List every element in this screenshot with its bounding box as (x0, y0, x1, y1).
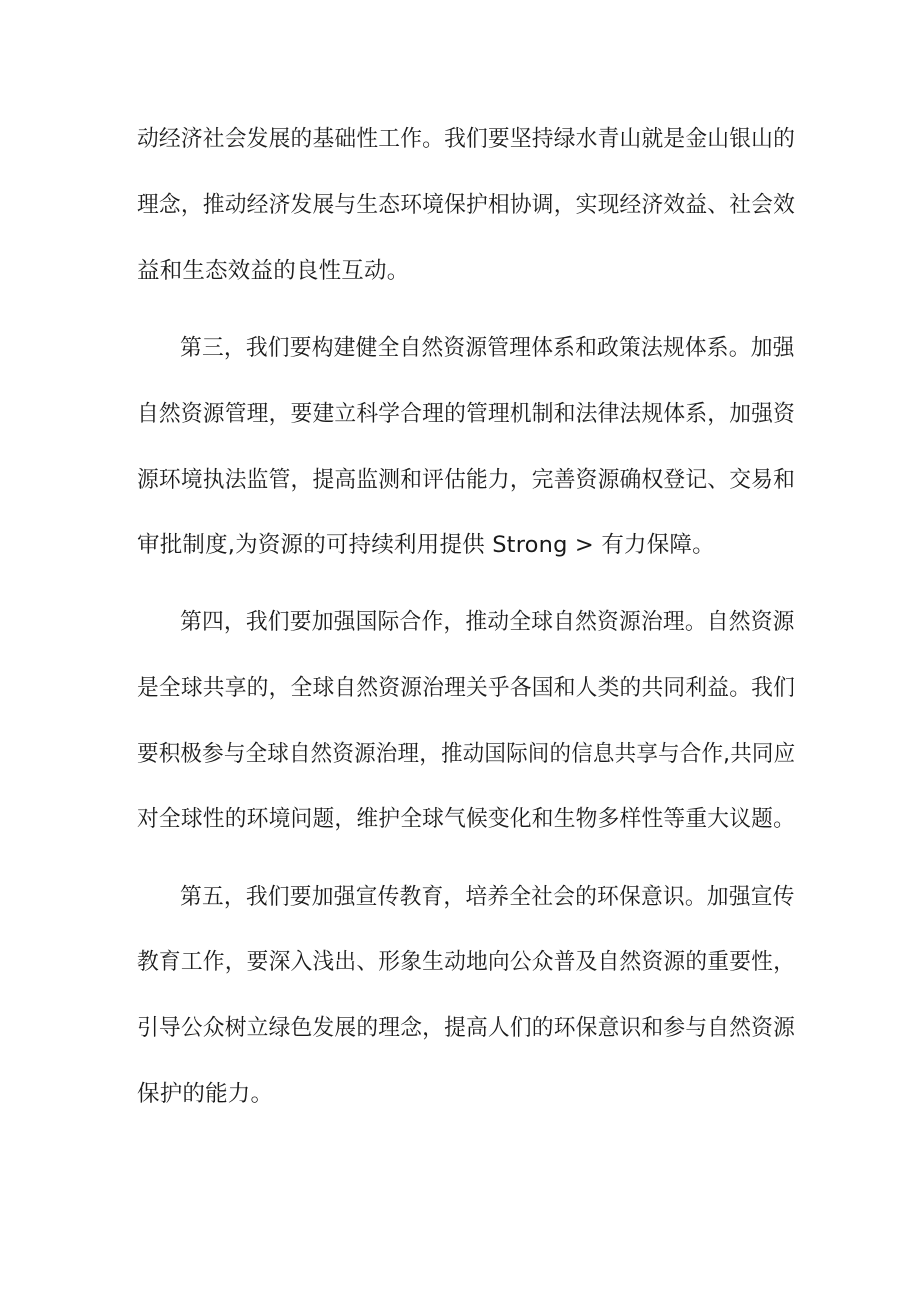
text-line: 教育工作，要深入浅出、形象生动地向公众普及自然资源的重要性， (137, 949, 796, 975)
text-line: 要积极参与全球自然资源治理，推动国际间的信息共享与合作,共同应 (137, 741, 796, 767)
text-line: 源环境执法监管，提高监测和评估能力，完善资源确权登记、交易和 (137, 467, 796, 493)
text-line: 是全球共享的，全球自然资源治理关乎各国和人类的共同利益。我们 (137, 675, 796, 701)
text-line: 自然资源管理，要建立科学合理的管理机制和法律法规体系，加强资 (137, 401, 796, 427)
paragraph-first-line: 第三，我们要构建健全自然资源管理体系和政策法规体系。加强 (180, 335, 795, 361)
paragraph-first-line: 第五，我们要加强宣传教育，培养全社会的环保意识。加强宣传 (180, 884, 795, 910)
text-line: 审批制度,为资源的可持续利用提供 Strong > 有力保障。 (137, 532, 715, 558)
text-line: 保护的能力。 (137, 1081, 274, 1107)
paragraph-first-line: 第四，我们要加强国际合作，推动全球自然资源治理。自然资源 (180, 609, 795, 635)
text-line: 益和生态效益的良性互动。 (137, 258, 410, 284)
text-line: 动经济社会发展的基础性工作。我们要坚持绿水青山就是金山银山的 (137, 126, 796, 152)
text-line: 引导公众树立绿色发展的理念，提高人们的环保意识和参与自然资源 (137, 1015, 796, 1041)
text-line: 理念，推动经济发展与生态环境保护相协调，实现经济效益、社会效 (137, 192, 796, 218)
text-line: 对全球性的环境问题，维护全球气候变化和生物多样性等重大议题。 (137, 806, 796, 832)
